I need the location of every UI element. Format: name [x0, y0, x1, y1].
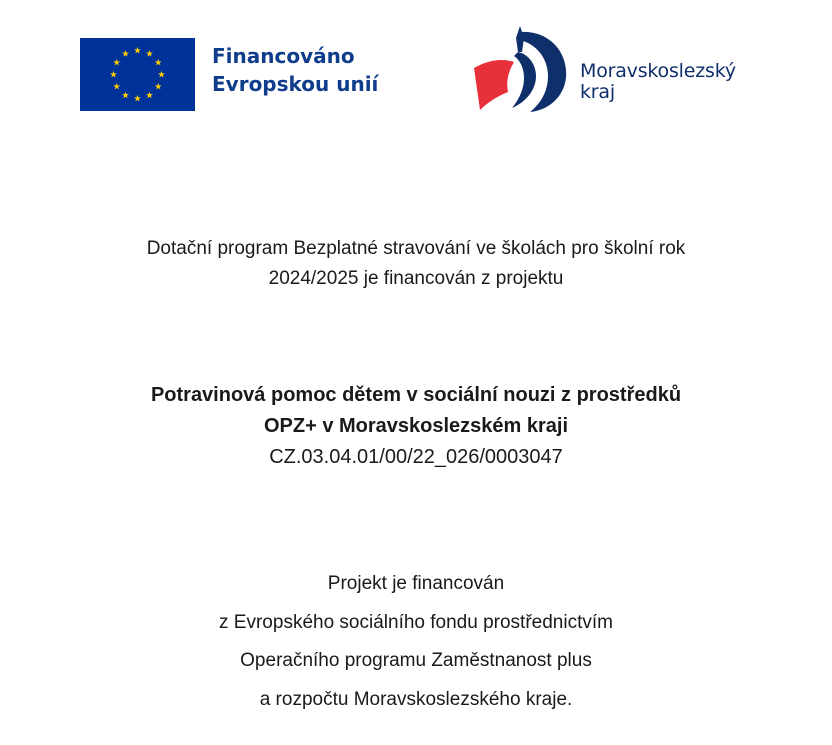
funding-line-1: Projekt je financován	[327, 573, 505, 594]
eu-flag-icon	[80, 38, 195, 111]
project-code: CZ.03.04.01/00/22_026/0003047	[269, 446, 563, 468]
funding-line-4: a rozpočtu Moravskoslezského kraje.	[259, 688, 573, 710]
funding-line-3: Operačního programu Zaměstnanost plus	[240, 650, 592, 671]
eu-funding-line-2: Evropskou unií	[212, 72, 379, 96]
region-name-line-2: kraj	[580, 81, 615, 103]
eu-funding-label	[212, 42, 378, 98]
intro-line-1: Dotační program Bezplatné stravování ve školách pro školní rok	[146, 238, 686, 259]
region-name-line-1: Moravskoslezský	[580, 60, 736, 82]
intro-paragraph	[0, 234, 832, 294]
project-title-line-1: Potravinová pomoc dětem v sociální nouzi z prostředků	[150, 384, 682, 406]
region-name-label	[580, 61, 736, 103]
moravskoslezsky-kraj-emblem-icon	[470, 24, 576, 114]
project-block	[0, 380, 832, 473]
eu-funding-line-1: Financováno	[212, 44, 355, 68]
funding-statement	[0, 565, 832, 719]
project-title-line-2: OPZ+ v Moravskoslezském kraji	[263, 415, 569, 437]
intro-line-2: 2024/2025 je financován z projektu	[268, 268, 564, 289]
funding-line-2: z Evropského sociálního fondu prostřednictvím	[219, 611, 613, 633]
